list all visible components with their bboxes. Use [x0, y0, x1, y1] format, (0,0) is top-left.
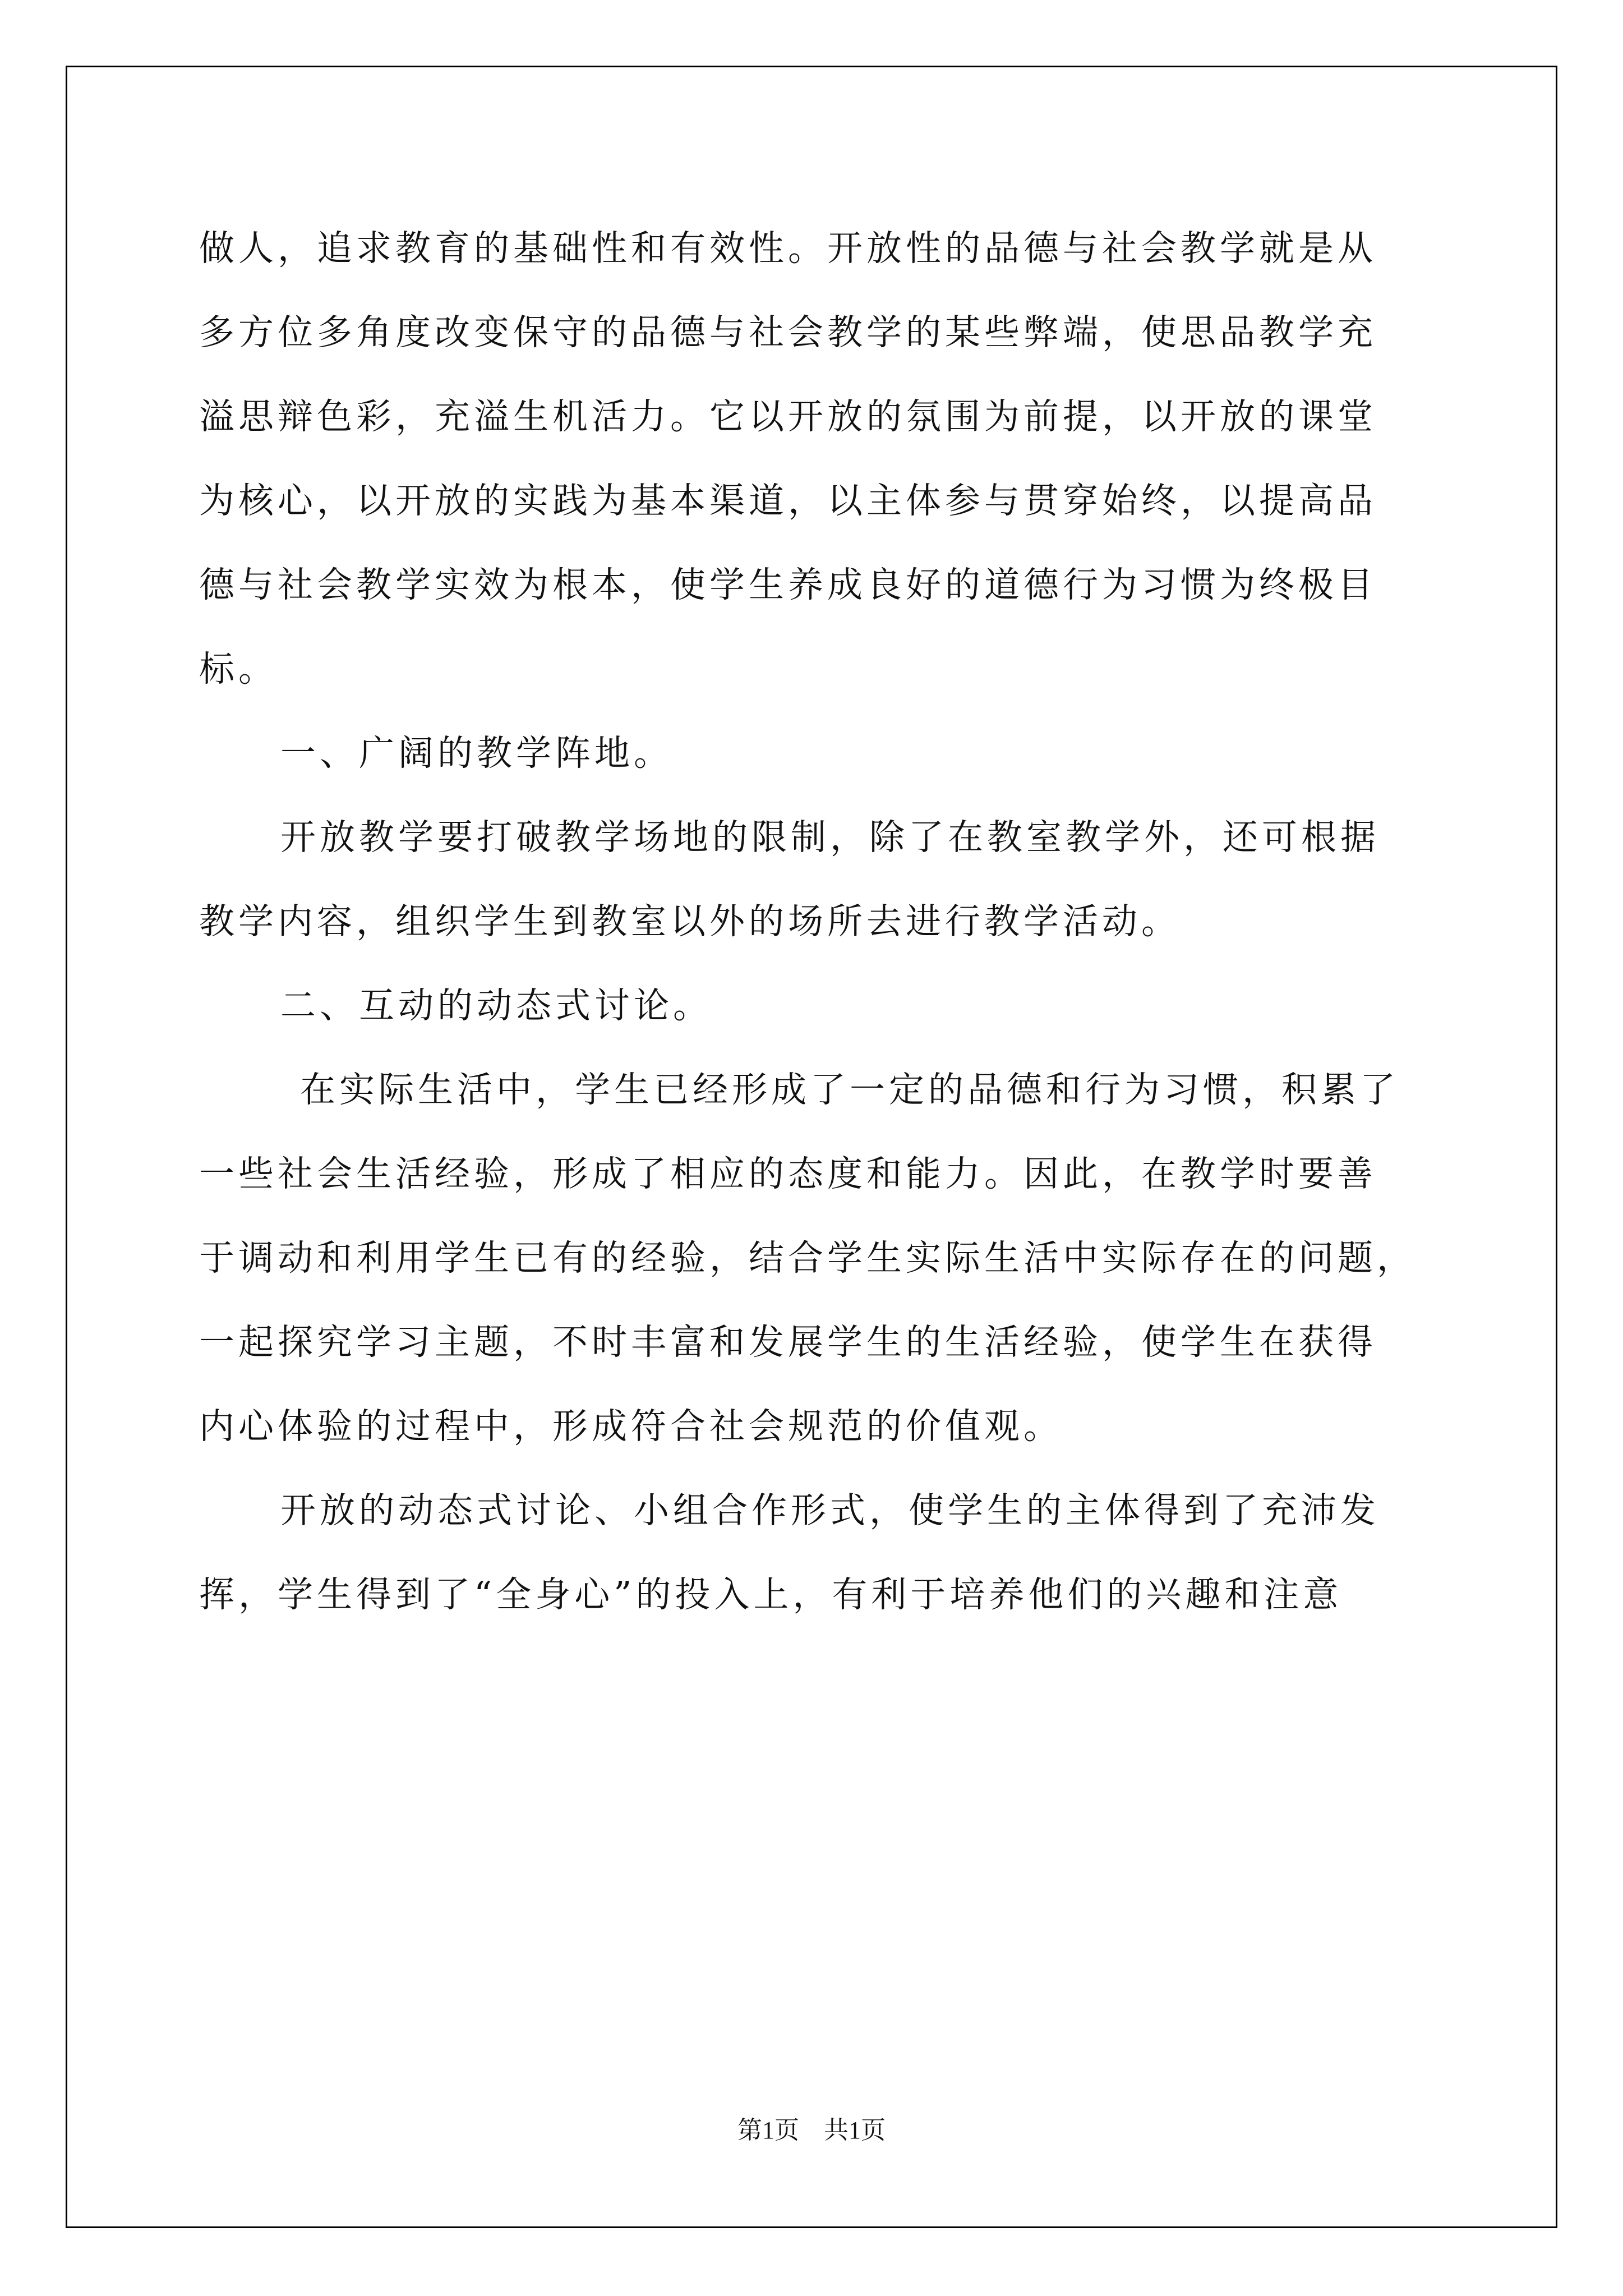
- page-footer: 第1页 共1页: [737, 2116, 886, 2144]
- text-line: 为核心，以开放的实践为基本渠道，以主体参与贯穿始终，以提高品: [199, 480, 1377, 521]
- text-line: 在实际生活中，学生已经形成了一定的品德和行为习惯，积累了: [300, 1069, 1399, 1110]
- section-heading: 一、广阔的教学阵地。: [280, 733, 673, 774]
- text-line: 开放教学要打破教学场地的限制，除了在教室教学外，还可根据: [280, 817, 1380, 858]
- text-line: 于调动和利用学生已有的经验，结合学生实际生活中实际存在的问题，: [199, 1237, 1416, 1278]
- text-line: 多方位多角度改变保守的品德与社会教学的某些弊端，使思品教学充: [199, 312, 1377, 353]
- text-line: 做人，追求教育的基础性和有效性。开放性的品德与社会教学就是从: [199, 228, 1377, 269]
- text-line: 一起探究学习主题，不时丰富和发展学生的生活经验，使学生在获得: [199, 1322, 1377, 1363]
- text-line: 德与社会教学实效为根本，使学生养成良好的道德行为习惯为终极目: [199, 564, 1377, 605]
- text-line: 内心体验的过程中，形成符合社会规范的价值观。: [199, 1406, 1063, 1447]
- section-heading: 二、互动的动态式讨论。: [280, 985, 712, 1026]
- text-line: 开放的动态式讨论、小组合作形式，使学生的主体得到了充沛发: [280, 1490, 1380, 1531]
- page-border: [66, 66, 1557, 2228]
- text-line: 标。: [199, 648, 278, 689]
- text-line: 溢思辩色彩，充溢生机活力。它以开放的氛围为前提，以开放的课堂: [199, 396, 1377, 437]
- text-line: 教学内容，组织学生到教室以外的场所去进行教学活动。: [199, 901, 1181, 942]
- text-line: 一些社会生活经验，形成了相应的态度和能力。因此，在教学时要善: [199, 1153, 1377, 1194]
- text-line: 挥，学生得到了“全身心”的投入上，有利于培养他们的兴趣和注意: [199, 1574, 1343, 1615]
